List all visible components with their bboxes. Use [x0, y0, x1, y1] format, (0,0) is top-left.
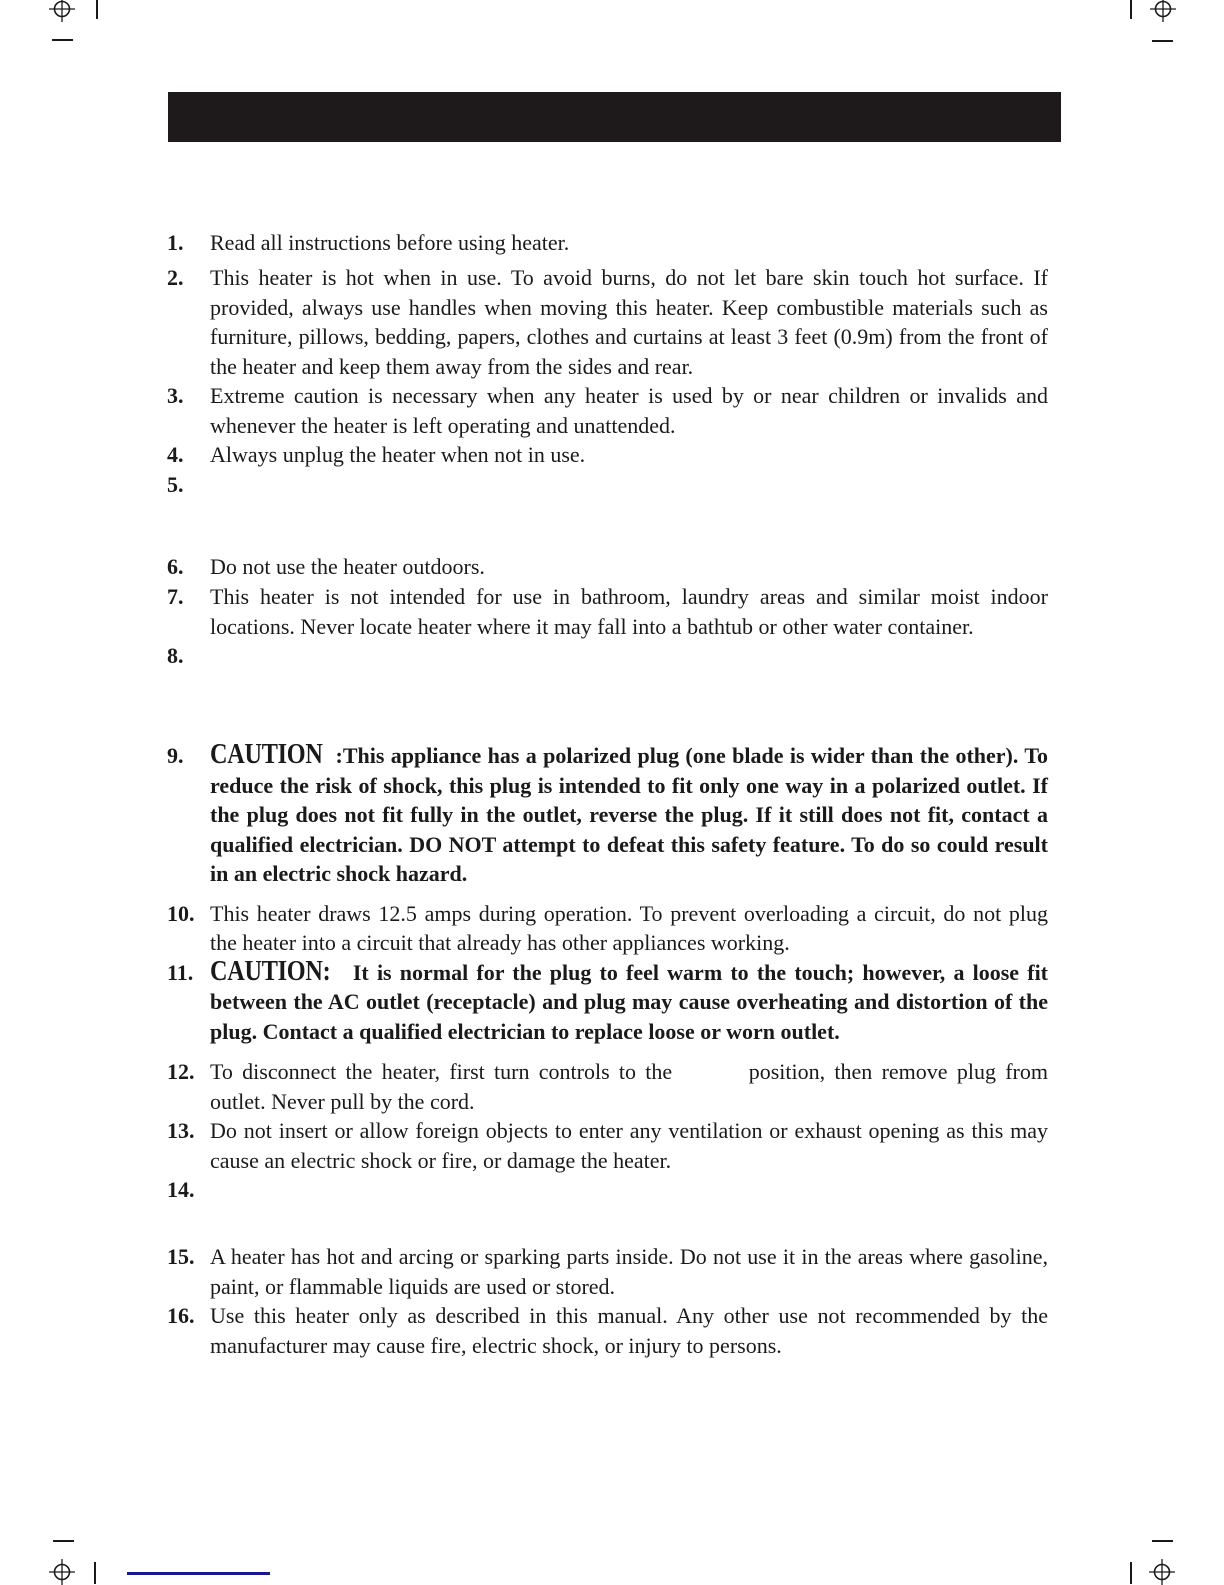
item-number: 9. [167, 743, 184, 768]
crop-mark-horizontal [52, 39, 73, 41]
item-number: 2. [167, 265, 184, 290]
item-number: 3. [167, 383, 184, 408]
registration-mark-icon [49, 0, 75, 22]
item-text: This heater draws 12.5 amps during operation. To prevent overloading a circuit, do not plug the heater into a circuit that already has other appliances working. [210, 900, 1048, 955]
instruction-item-16 [167, 1301, 1048, 1360]
instruction-item-10 [167, 899, 1048, 958]
instruction-item-9 [167, 741, 1048, 889]
caution-label: CAUTION: [210, 955, 331, 987]
instruction-item-7 [167, 582, 1048, 641]
instruction-item-15 [167, 1242, 1048, 1301]
registration-mark-icon [1150, 0, 1176, 22]
item-number: 10. [167, 900, 195, 926]
instruction-item-13 [167, 1116, 1048, 1175]
item-text: Use this heater only as described in this manual. Any other use not recommended by the manufacturer may cause fire, electric shock, or injury to persons. [210, 1303, 1048, 1358]
crop-mark-vertical [96, 0, 98, 19]
instruction-item-6 [167, 552, 1048, 582]
instruction-item-3 [167, 381, 1048, 440]
registration-mark-icon [1149, 1559, 1175, 1585]
instruction-item-4 [167, 440, 1048, 470]
item-text: Read all instructions before using heater. [210, 230, 570, 255]
item-number: 6. [167, 554, 184, 579]
item-text: Always unplug the heater when not in use. [210, 442, 586, 467]
item-number: 14. [167, 1177, 195, 1202]
item-number: 11. [167, 959, 194, 985]
item-text: Do not insert or allow foreign objects to enter any ventilation or exhaust opening as this may cause an electric shock or fire, or damage the heater. [210, 1118, 1048, 1173]
item-text: It is normal for the plug to feel warm to the touch; however, a loose fit between the AC outlet (receptacle) and plug may cause overheating and distortion of the plug. Contact a qualified electrician to replace loose or worn outlet. [210, 959, 1049, 1044]
item-number: 5. [167, 472, 184, 497]
item-text: Extreme caution is necessary when any heater is used by or near children or invalids and whenever the heater is left operating and unattended. [210, 383, 1048, 438]
item-text: :This appliance has a polarized plug (one blade is wider than the other). To reduce the risk of shock, this plug is intended to fit only one way in a polarized outlet. If the plug does not fit fully in the outlet, reverse the plug. If it still does not fit, contact a qualified electrician. DO NOT attempt to defeat this safety feature. To do so could result in an electric shock hazard. [210, 743, 1048, 886]
item-number: 7. [167, 584, 184, 609]
item-number: 12. [167, 1059, 195, 1084]
item-number: 1. [167, 230, 184, 255]
instruction-item-11 [167, 955, 1049, 1047]
crop-mark-vertical [1130, 1562, 1132, 1584]
item-text: This heater is not intended for use in bathroom, laundry areas and similar moist indoor locations. Never locate heater where it may fall into a bathtub or other water container. [210, 584, 1048, 639]
item-text: This heater is hot when in use. To avoid burns, do not let bare skin touch hot surface. If provided, always use handles when moving this heater. Keep combustible materials such as furniture, pillows, bedding, papers, clothes and curtains at least 3 feet (0.9m) from the front of the heater and keep them away from the sides and rear. [210, 265, 1048, 379]
item-text-before-gap: To disconnect the heater, first turn controls to the [210, 1059, 673, 1084]
item-number: 15. [167, 1244, 195, 1269]
item-number: 4. [167, 442, 184, 467]
instruction-item-5 [167, 470, 1048, 500]
instruction-item-2 [167, 263, 1048, 381]
item-text: Do not use the heater outdoors. [210, 554, 485, 579]
item-number: 13. [167, 1118, 195, 1143]
item-number: 16. [167, 1303, 195, 1328]
instruction-item-1 [167, 228, 1048, 258]
crop-mark-horizontal [1152, 1540, 1173, 1542]
blue-underline [127, 1572, 270, 1575]
crop-mark-vertical [1130, 0, 1132, 19]
registration-mark-icon [49, 1559, 75, 1585]
header-bar [168, 92, 1061, 142]
crop-mark-horizontal [53, 1540, 74, 1542]
item-number: 8. [167, 643, 184, 668]
instruction-item-8 [167, 641, 1048, 671]
instruction-item-14 [167, 1175, 1048, 1205]
safety-instructions-list [167, 228, 1048, 1360]
crop-mark-horizontal [1152, 40, 1173, 42]
item-text: A heater has hot and arcing or sparking parts inside. Do not use it in the areas where gasoline, paint, or flammable liquids are used or stored. [210, 1244, 1048, 1299]
caution-label: CAUTION [210, 739, 323, 770]
item-text-after-gap: position, then remove plug from outlet. Never pull by the cord. [210, 1059, 1048, 1114]
instruction-item-12 [167, 1057, 1048, 1116]
crop-mark-vertical [94, 1562, 96, 1584]
